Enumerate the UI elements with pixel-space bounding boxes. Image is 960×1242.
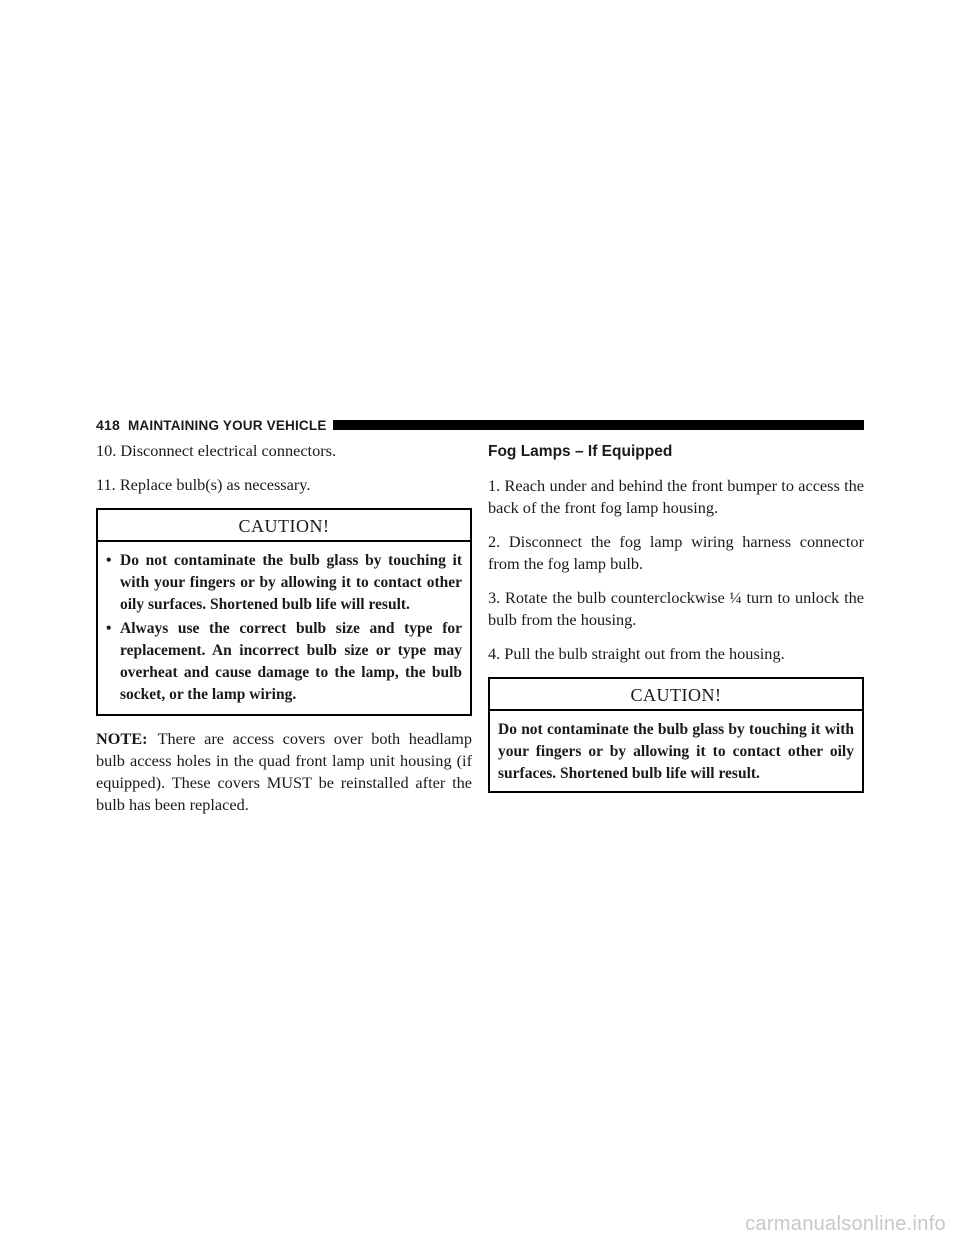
page-header [96, 414, 864, 436]
caution-bullet-text: Always use the correct bulb size and type for replacement. An incorrect bulb size or type may overheat and cause damage to the lamp, the bulb socket, or the lamp wiring. [120, 620, 462, 703]
fog-step-2: 2. Disconnect the fog lamp wiring harness connector from the fog lamp bulb. [488, 532, 864, 573]
caution-bullet [106, 550, 462, 616]
caution-box-headlamp [96, 508, 472, 716]
caution-title: CAUTION! [490, 679, 862, 711]
fog-lamps-heading: Fog Lamps – If Equipped [488, 443, 673, 460]
caution-body [98, 542, 470, 714]
caution-box-fog-lamp [488, 677, 864, 793]
bullet-dot-icon: • [106, 620, 112, 637]
fog-step-4: 4. Pull the bulb straight out from the housing. [488, 644, 785, 663]
header-rule [333, 420, 864, 430]
left-column [96, 440, 472, 828]
step-10: 10. Disconnect electrical connectors. [96, 441, 337, 460]
right-column [488, 440, 864, 805]
bullet-dot-icon: • [106, 552, 112, 569]
note-label: NOTE: [96, 729, 148, 748]
caution-body [490, 711, 862, 791]
page-number: 418 [96, 417, 120, 433]
fog-step-1: 1. Reach under and behind the front bumper to access the back of the front fog lamp housing. [488, 476, 864, 517]
caution-text: Do not contaminate the bulb glass by touching it with your fingers or by allowing it to contact other oily surfaces. Shortened bulb life will result. [498, 721, 854, 782]
caution-bullet [106, 618, 462, 706]
step-11: 11. Replace bulb(s) as necessary. [96, 475, 311, 494]
section-title: MAINTAINING YOUR VEHICLE [127, 417, 327, 433]
fog-step-3: 3. Rotate the bulb counterclockwise ¼ turn to unlock the bulb from the housing. [488, 588, 864, 629]
note-paragraph [96, 728, 472, 816]
watermark: carmanualsonline.info [745, 1213, 946, 1235]
note-text: There are access covers over both headlamp bulb access holes in the quad front lamp unit housing (if equipped). These covers MUST be reinstalled after the bulb has been replaced. [96, 729, 472, 814]
caution-title: CAUTION! [98, 510, 470, 542]
caution-bullet-text: Do not contaminate the bulb glass by touching it with your fingers or by allowing it to contact other oily surfaces. Shortened bulb life will result. [120, 552, 462, 613]
